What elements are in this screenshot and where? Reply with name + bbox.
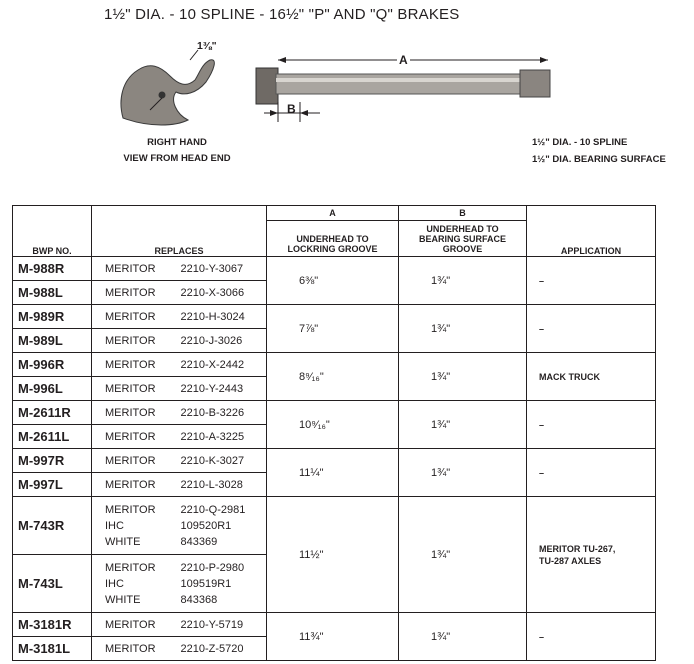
part-number: M-997R xyxy=(13,449,92,473)
part-number: M-996L xyxy=(13,377,92,401)
dim-a: 6⅜" xyxy=(267,257,399,305)
application: – xyxy=(527,401,656,449)
replaces-number: 2210-J-3026 xyxy=(176,329,267,353)
manufacturer-list xyxy=(92,497,176,555)
dimension-label-a: A xyxy=(399,53,408,67)
table-row xyxy=(13,257,656,281)
dimension-label-top: 1⅜" xyxy=(197,40,217,52)
header-b-letter: B xyxy=(399,206,527,221)
cam-hole xyxy=(159,92,166,99)
replaces-number: 2210-H-3024 xyxy=(176,305,267,329)
application: – xyxy=(527,449,656,497)
part-number: M-3181R xyxy=(13,613,92,637)
application: MACK TRUCK xyxy=(527,353,656,401)
manufacturer: MERITOR xyxy=(92,425,176,449)
manufacturer: MERITOR xyxy=(92,637,176,661)
part-number: M-2611R xyxy=(13,401,92,425)
application xyxy=(527,497,656,613)
replaces-number: 2210-Y-3067 xyxy=(176,257,267,281)
application: – xyxy=(527,305,656,353)
dim-b: 1¾" xyxy=(399,353,527,401)
spec-line-2: 1½" DIA. BEARING SURFACE xyxy=(532,154,666,165)
replaces-number: 2210-A-3225 xyxy=(176,425,267,449)
dim-a: 11½" xyxy=(267,497,399,613)
part-number: M-743L xyxy=(13,555,92,613)
replaces-number: 2210-B-3226 xyxy=(176,401,267,425)
replaces-number: 109520R1 xyxy=(180,519,232,532)
hand-caption xyxy=(112,135,242,167)
application: – xyxy=(527,613,656,661)
spec-caption xyxy=(532,134,666,168)
header-a: UNDERHEAD TO LOCKRING GROOVE xyxy=(267,221,399,257)
s-cam-head-illustration xyxy=(121,60,214,125)
dim-b: 1¾" xyxy=(399,497,527,613)
replaces-number: 2210-P-2980 xyxy=(180,561,245,574)
manufacturer: IHC xyxy=(105,519,124,532)
replaces-number: 2210-Y-5719 xyxy=(176,613,267,637)
replaces-list xyxy=(176,497,267,555)
manufacturer: MERITOR xyxy=(92,305,176,329)
replaces-number: 2210-L-3028 xyxy=(176,473,267,497)
dim-a: 11¼" xyxy=(267,449,399,497)
dim-b: 1¾" xyxy=(399,613,527,661)
part-number: M-997L xyxy=(13,473,92,497)
hand-caption-line-1: RIGHT HAND xyxy=(147,137,207,148)
camshaft-drawing xyxy=(0,0,694,200)
header-replaces: REPLACES xyxy=(92,206,267,257)
application: – xyxy=(527,257,656,305)
part-number: M-989L xyxy=(13,329,92,353)
replaces-number: 843368 xyxy=(180,593,218,606)
header-bwp: BWP NO. xyxy=(13,206,92,257)
dim-a: 10⁹⁄₁₆" xyxy=(267,401,399,449)
hand-caption-line-2: VIEW FROM HEAD END xyxy=(123,153,231,164)
shaft-spline xyxy=(520,70,550,97)
table-row xyxy=(13,613,656,637)
replaces-number: 2210-Q-2981 xyxy=(180,503,246,516)
replaces-number: 2210-X-2442 xyxy=(176,353,267,377)
part-number: M-988L xyxy=(13,281,92,305)
table-body xyxy=(13,257,656,661)
replaces-number: 843369 xyxy=(180,535,218,548)
part-number: M-988R xyxy=(13,257,92,281)
shaft-body xyxy=(276,74,536,94)
manufacturer: MERITOR xyxy=(92,377,176,401)
replaces-list xyxy=(176,555,267,613)
replaces-number: 2210-Z-5720 xyxy=(176,637,267,661)
part-number: M-3181L xyxy=(13,637,92,661)
manufacturer: MERITOR xyxy=(92,353,176,377)
header-application: APPLICATION xyxy=(527,206,656,257)
spec-line-1: 1½" DIA. - 10 SPLINE xyxy=(532,137,628,148)
manufacturer: MERITOR xyxy=(92,257,176,281)
shaft-head xyxy=(256,68,278,104)
replaces-number: 109519R1 xyxy=(180,577,232,590)
manufacturer: MERITOR xyxy=(105,503,156,516)
table-row xyxy=(13,449,656,473)
manufacturer: MERITOR xyxy=(92,401,176,425)
manufacturer: WHITE xyxy=(105,535,141,548)
dim-a: 11¾" xyxy=(267,613,399,661)
manufacturer: WHITE xyxy=(105,593,141,606)
manufacturer: MERITOR xyxy=(92,613,176,637)
part-number: M-989R xyxy=(13,305,92,329)
shaft-highlight xyxy=(276,78,536,82)
part-number: M-743R xyxy=(13,497,92,555)
manufacturer-list xyxy=(92,555,176,613)
table-row xyxy=(13,497,656,555)
replaces-number: 2210-K-3027 xyxy=(176,449,267,473)
table-row xyxy=(13,401,656,425)
dim-b: 1¾" xyxy=(399,401,527,449)
parts-table xyxy=(12,205,656,661)
dimension-label-b: B xyxy=(287,102,296,116)
application-line-2: TU-287 AXLES xyxy=(539,555,602,566)
manufacturer: MERITOR xyxy=(105,561,156,574)
replaces-number: 2210-Y-2443 xyxy=(176,377,267,401)
header-a-letter: A xyxy=(267,206,399,221)
page-title: 1½" DIA. - 10 SPLINE - 16½" "P" AND "Q" BRAKES xyxy=(104,6,460,23)
dim-b: 1¾" xyxy=(399,305,527,353)
dim-a: 8⁹⁄₁₆" xyxy=(267,353,399,401)
application-line-1: MERITOR TU-267, xyxy=(539,543,616,554)
dim-a: 7⅞" xyxy=(267,305,399,353)
table-row xyxy=(13,305,656,329)
part-number: M-2611L xyxy=(13,425,92,449)
manufacturer: IHC xyxy=(105,577,124,590)
table-row xyxy=(13,353,656,377)
replaces-number: 2210-X-3066 xyxy=(176,281,267,305)
manufacturer: MERITOR xyxy=(92,473,176,497)
manufacturer: MERITOR xyxy=(92,281,176,305)
part-number: M-996R xyxy=(13,353,92,377)
dim-b: 1¾" xyxy=(399,449,527,497)
dim-b: 1¾" xyxy=(399,257,527,305)
manufacturer: MERITOR xyxy=(92,449,176,473)
header-b: UNDERHEAD TO BEARING SURFACE GROOVE xyxy=(399,221,527,257)
manufacturer: MERITOR xyxy=(92,329,176,353)
